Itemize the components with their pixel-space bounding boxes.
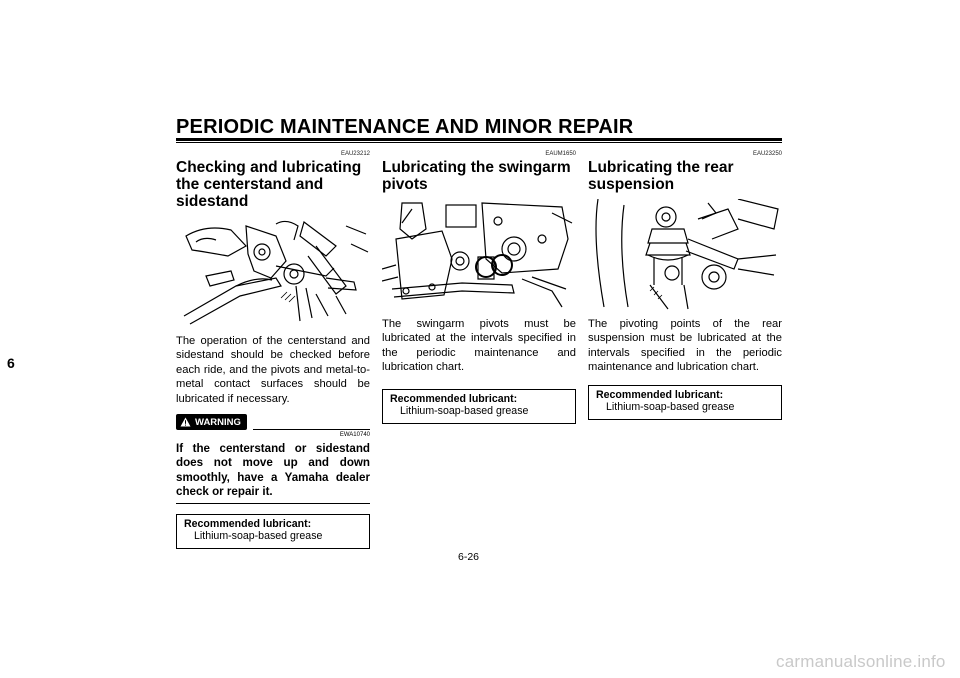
lubricant-label: Recommended lubricant: xyxy=(184,517,312,530)
section-body: The pivoting points of the rear suspension must be lubricated at the intervals specified in the periodic maintenance and lubrication chart. xyxy=(588,318,782,374)
lubricant-box xyxy=(382,389,576,424)
lubricant-label: Recommended lubricant: xyxy=(596,388,724,401)
warning-badge xyxy=(176,414,247,430)
section-title: Lubricating the rear suspension xyxy=(588,159,734,193)
section-swingarm xyxy=(382,150,576,424)
section-code: EAUM1650 xyxy=(545,151,576,157)
lubricant-label: Recommended lubricant: xyxy=(390,392,518,405)
warning-label: WARNING xyxy=(195,416,241,428)
warning-header xyxy=(176,414,370,430)
warning-triangle-icon xyxy=(180,417,191,427)
swingarm-pivot-illustration xyxy=(382,199,576,311)
page-header-title: PERIODIC MAINTENANCE AND MINOR REPAIR xyxy=(176,116,634,138)
lubricant-box xyxy=(176,514,370,549)
section-rear-suspension xyxy=(588,150,782,420)
section-title: Lubricating the swingarm pivots xyxy=(382,159,571,193)
lubricant-value: Lithium-soap-based grease xyxy=(606,401,735,414)
section-code: EAU23250 xyxy=(752,151,782,157)
section-title: Checking and lubricating the centerstand and sidestand xyxy=(176,159,362,210)
section-stands xyxy=(176,150,370,549)
warning-rule xyxy=(253,429,370,430)
lubricant-box xyxy=(588,385,782,420)
warning-code: EWA10740 xyxy=(339,432,370,439)
section-body: The operation of the centerstand and sidestand should be checked before each ride, and the pivots and metal-to-metal contact surfaces should be lubricated if necessary. xyxy=(176,335,370,405)
chapter-tab: 6 xyxy=(7,355,15,371)
section-code: EAU23212 xyxy=(340,151,370,157)
lubricant-value: Lithium-soap-based grease xyxy=(194,530,323,543)
page-number: 6-26 xyxy=(458,551,480,563)
rear-suspension-illustration xyxy=(588,199,782,311)
warning-text: If the centerstand or sidestand does not move up and down smoothly, have a Yamaha dealer check or repair it. xyxy=(176,442,370,504)
header-rule-thin xyxy=(176,142,782,143)
section-body: The swingarm pivots must be lubricated at the intervals specified in the periodic maintenance and lubrication chart. xyxy=(382,318,576,374)
lubricant-value: Lithium-soap-based grease xyxy=(400,405,529,418)
stand-pivot-illustration xyxy=(176,216,370,328)
header-rule xyxy=(176,138,782,141)
watermark: carmanualsonline.info xyxy=(776,652,946,671)
